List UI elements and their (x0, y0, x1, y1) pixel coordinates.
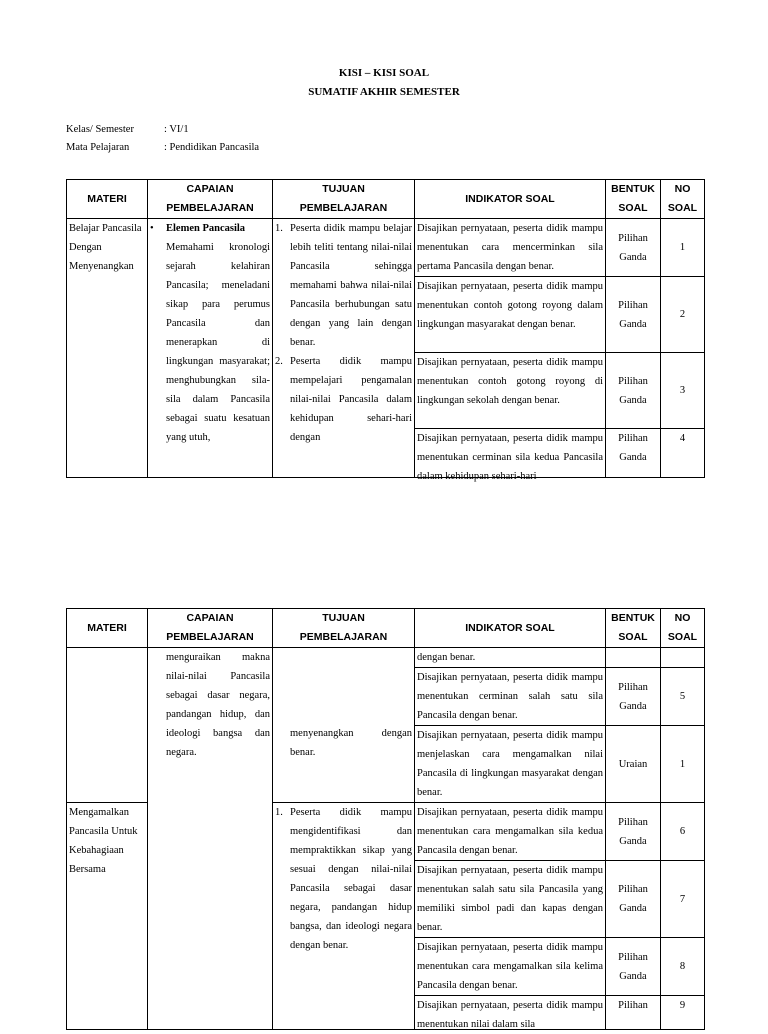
header-row (67, 609, 705, 648)
mapel-label: Mata Pelajaran (66, 142, 130, 153)
tujuan-item: Peserta didik mampu belajar lebih teliti tentang nilai-nilai Pancasila sehingga memahami bahwa nilai-nilai Pancasila berhubungan satu dengan yang lain dengan benar. (290, 223, 412, 348)
capaian-text: Memahami kronologi sejarah kelahiran Pancasila; meneladani sikap para perumus Pancasila dan menerapkan di lingkungan masyarakat; menghubungkan sila-sila dalam Pancasila sebagai suatu kesatuan yang utuh, (166, 242, 270, 443)
kisi-table-2 (66, 608, 705, 1030)
capaian-cell (148, 648, 273, 1030)
no-cell: 8 (661, 938, 705, 996)
tujuan-text-cont: menyenangkan dengan benar. (290, 728, 412, 758)
tujuan-item: Peserta didik mampu mempelajari pengamalan nilai-nilai Pancasila dalam kehidupan sehari-hari dengan (290, 356, 412, 443)
bullet-marker: • (150, 223, 154, 234)
bentuk-cell (606, 648, 661, 668)
kelas-value: : VI/1 (164, 124, 189, 135)
indikator-cell: Disajikan pernyataan, peserta didik mampu menentukan cara mencerminkan sila pertama Pancasila dengan benar. (415, 219, 606, 277)
tujuan-cell: 1. Peserta didik mampu belajar lebih teliti tentang nilai-nilai Pancasila sehingga memahami bahwa nilai-nilai Pancasila berhubungan satu dengan yang lain dengan benar. 2. Peserta didik mampu mempelajari pengamalan nilai-nilai Pancasila dalam kehidupan sehari-hari dengan (273, 219, 415, 478)
no-cell: 1 (661, 219, 705, 277)
mapel-row (66, 138, 259, 157)
header-tujuan: TUJUAN PEMBELAJARAN (273, 180, 415, 219)
tujuan-item: Peserta didik mampu mengidentifikasi dan mempraktikkan sikap yang sesuai dengan nilai-nilai Pancasila sebagai dasar negara, pandangan hidup bangsa, dan ideologi negara dengan benar. (290, 807, 412, 951)
bentuk-cell: Pilihan Ganda (606, 861, 661, 938)
header-bentuk: BENTUK SOAL (606, 609, 661, 648)
bentuk-cell: Pilihan Ganda (606, 219, 661, 277)
tujuan-cell (273, 648, 415, 803)
kelas-row (66, 120, 189, 139)
header-capaian: CAPAIAN PEMBELAJARAN (148, 609, 273, 648)
bentuk-cell: Uraian (606, 726, 661, 803)
indikator-cell: Disajikan pernyataan, peserta didik mampu menentukan contoh gotong royong dalam lingkungan masyarakat dengan benar. (415, 277, 606, 353)
no-cell: 7 (661, 861, 705, 938)
indikator-cell: dengan benar. (415, 648, 606, 668)
indikator-cell: Disajikan pernyataan, peserta didik mampu menjelaskan cara mengamalkan nilai Pancasila di lingkungan masyarakat dengan benar. (415, 726, 606, 803)
no-cell: 2 (661, 277, 705, 353)
no-cell: 5 (661, 668, 705, 726)
materi-cell (67, 648, 148, 803)
materi-cell: Belajar Pancasila Dengan Menyenangkan (67, 219, 148, 478)
header-no: NO SOAL (661, 180, 705, 219)
indikator-cell: Disajikan pernyataan, peserta didik mampu menentukan salah satu sila Pancasila yang memiliki simbol padi dan kapas dengan benar. (415, 861, 606, 938)
header-materi: MATERI (67, 180, 148, 219)
header-tujuan: TUJUAN PEMBELAJARAN (273, 609, 415, 648)
bentuk-cell: Pilihan Ganda (606, 277, 661, 353)
header-materi: MATERI (67, 609, 148, 648)
bentuk-cell: Pilihan Ganda (606, 668, 661, 726)
capaian-cell (148, 219, 273, 478)
no-cell: 6 (661, 803, 705, 861)
kelas-label: Kelas/ Semester (66, 124, 134, 135)
bentuk-cell: Pilihan Ganda (606, 353, 661, 429)
header-bentuk: BENTUK SOAL (606, 180, 661, 219)
header-indikator: INDIKATOR SOAL (415, 180, 606, 219)
table-row (67, 219, 705, 277)
indikator-cell: Disajikan pernyataan, peserta didik mampu menentukan cerminan salah satu sila Pancasila dengan benar. (415, 668, 606, 726)
doc-title: KISI – KISI SOAL (338, 67, 430, 79)
materi-cell: Mengamalkan Pancasila Untuk Kebahagiaan Bersama (67, 803, 148, 1030)
header-no: NO SOAL (661, 609, 705, 648)
header-capaian: CAPAIAN PEMBELAJARAN (148, 180, 273, 219)
indikator-cell: Disajikan pernyataan, peserta didik mampu menentukan cara mengamalkan sila kelima Pancasila dengan benar. (415, 938, 606, 996)
capaian-heading: Elemen Pancasila (166, 223, 246, 234)
doc-subtitle: SUMATIF AKHIR SEMESTER (308, 86, 460, 98)
indikator-cell: Disajikan pernyataan, peserta didik mampu menentukan cara mengamalkan sila kedua Pancasila dengan benar. (415, 803, 606, 861)
kisi-table-1 (66, 179, 705, 482)
capaian-text-cont: menguraikan makna nilai-nilai Pancasila sebagai dasar negara, pandangan hidup, dan ideologi bangsa dan negara. (166, 652, 270, 758)
bentuk-cell: Pilihan Ganda (606, 938, 661, 996)
indikator-cell: Disajikan pernyataan, peserta didik mampu menentukan nilai dalam sila (415, 996, 606, 1030)
no-cell: 4 (661, 429, 705, 478)
mapel-value: : Pendidikan Pancasila (164, 142, 260, 153)
indikator-cell: Disajikan pernyataan, peserta didik mampu menentukan cerminan sila kedua Pancasila dalam kehidupan sehari-hari (415, 429, 606, 478)
tujuan-cell: 1. Peserta didik mampu mengidentifikasi dan mempraktikkan sikap yang sesuai dengan nilai-nilai Pancasila sebagai dasar negara, pandangan hidup bangsa, dan ideologi negara dengan benar. (273, 803, 415, 1030)
header-indikator: INDIKATOR SOAL (415, 609, 606, 648)
bentuk-cell: Pilihan Ganda (606, 429, 661, 478)
bentuk-cell: Pilihan Ganda (606, 803, 661, 861)
header-row (67, 180, 705, 219)
table-row (67, 648, 705, 668)
no-cell: 1 (661, 726, 705, 803)
no-cell (661, 648, 705, 668)
bentuk-cell: Pilihan (606, 996, 661, 1030)
no-cell: 9 (661, 996, 705, 1030)
no-cell: 3 (661, 353, 705, 429)
indikator-cell: Disajikan pernyataan, peserta didik mampu menentukan contoh gotong royong di lingkungan sekolah dengan benar. (415, 353, 606, 429)
